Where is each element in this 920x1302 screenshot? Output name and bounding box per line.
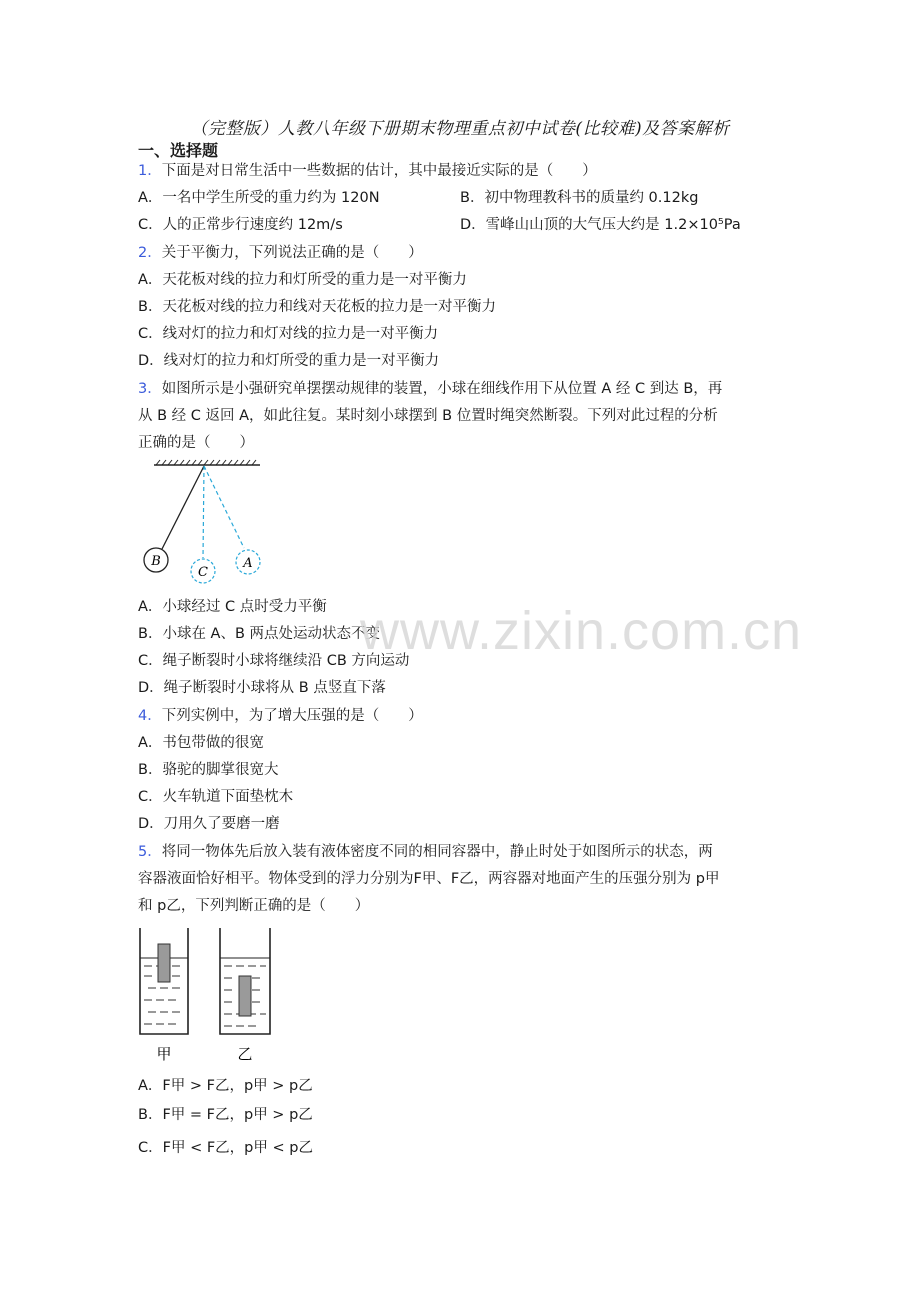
option-b: B．天花板对线的拉力和线对天花板的拉力是一对平衡力 bbox=[138, 299, 496, 315]
option-d: D．线对灯的拉力和灯所受的重力是一对平衡力 bbox=[138, 353, 440, 369]
question-3 bbox=[138, 379, 722, 399]
question-number: 5． bbox=[138, 844, 162, 860]
container-figure bbox=[138, 926, 278, 1066]
block-right bbox=[239, 976, 251, 1016]
string-to-b bbox=[162, 466, 204, 549]
question-4 bbox=[138, 706, 423, 726]
option-a: A．天花板对线的拉力和灯所受的重力是一对平衡力 bbox=[138, 272, 467, 288]
question-stem-line-2: 从 B 经 C 返回 A，如此往复。某时刻小球摆到 B 位置时绳突然断裂。下列对此过程的分析 bbox=[138, 408, 718, 424]
option-c: C．线对灯的拉力和灯对线的拉力是一对平衡力 bbox=[138, 326, 439, 342]
option-d: D．绳子断裂时小球将从 B 点竖直下落 bbox=[138, 680, 386, 696]
label-jia: 甲 bbox=[156, 1045, 172, 1063]
option-c: C．火车轨道下面垫枕木 bbox=[138, 789, 294, 805]
option-a: A．F甲 > F乙，p甲 > p乙 bbox=[138, 1078, 313, 1094]
option-c: C．F甲 < F乙，p甲 < p乙 bbox=[138, 1140, 313, 1156]
watermark: www.zixin.com.cn bbox=[360, 601, 803, 661]
block-left bbox=[158, 944, 170, 982]
option-d: D．刀用久了要磨一磨 bbox=[138, 816, 280, 832]
question-stem-line-1: 如图所示是小强研究单摆摆动规律的装置，小球在细线作用下从位置 A 经 C 到达 B，再 bbox=[161, 381, 723, 397]
option-b: B．F甲 = F乙，p甲 > p乙 bbox=[138, 1107, 313, 1123]
question-5 bbox=[138, 842, 713, 862]
string-to-a bbox=[204, 466, 244, 548]
question-stem: 下面是对日常生活中一些数据的估计，其中最接近实际的是（ ） bbox=[161, 163, 597, 179]
question-number: 3． bbox=[138, 381, 162, 397]
option-c: C．人的正常步行速度约 12m/s bbox=[138, 217, 343, 233]
question-stem-line-2: 容器液面恰好相平。物体受到的浮力分别为F甲、F乙，两容器对地面产生的压强分别为 p甲 bbox=[138, 871, 720, 887]
question-stem: 关于平衡力，下列说法正确的是（ ） bbox=[161, 245, 423, 261]
label-c: C bbox=[198, 565, 208, 580]
question-2 bbox=[138, 243, 423, 263]
option-c: C．绳子断裂时小球将继续沿 CB 方向运动 bbox=[138, 653, 410, 669]
label-a: A bbox=[243, 556, 253, 571]
pendulum-figure bbox=[138, 458, 278, 588]
question-stem: 下列实例中，为了增大压强的是（ ） bbox=[161, 708, 423, 724]
page-title: （完整版）人教八年级下册期末物理重点初中试卷(比较难)及答案解析 bbox=[190, 119, 730, 139]
option-b: B．小球在 A、B 两点处运动状态不变 bbox=[138, 626, 381, 642]
question-stem-line-1: 将同一物体先后放入装有液体密度不同的相同容器中，静止时处于如图所示的状态，两 bbox=[161, 844, 713, 860]
option-a: A．小球经过 C 点时受力平衡 bbox=[138, 599, 327, 615]
question-stem-line-3: 正确的是（ ） bbox=[138, 435, 254, 451]
label-b: B bbox=[151, 554, 161, 569]
section-heading: 一、选择题 bbox=[138, 141, 219, 160]
question-number: 1． bbox=[138, 163, 162, 179]
option-b: B．初中物理教科书的质量约 0.12kg bbox=[460, 190, 699, 206]
question-1 bbox=[138, 161, 597, 181]
question-stem-line-3: 和 p乙，下列判断正确的是（ ） bbox=[138, 898, 370, 914]
option-d: D．雪峰山山顶的大气压大约是 1.2×10⁵Pa bbox=[460, 217, 741, 233]
option-a: A．书包带做的很宽 bbox=[138, 735, 264, 751]
label-yi: 乙 bbox=[237, 1045, 253, 1063]
option-a: A．一名中学生所受的重力约为 120N bbox=[138, 190, 380, 206]
string-to-c bbox=[203, 466, 204, 558]
question-number: 4． bbox=[138, 708, 162, 724]
option-b: B．骆驼的脚掌很宽大 bbox=[138, 762, 279, 778]
question-number: 2． bbox=[138, 245, 162, 261]
